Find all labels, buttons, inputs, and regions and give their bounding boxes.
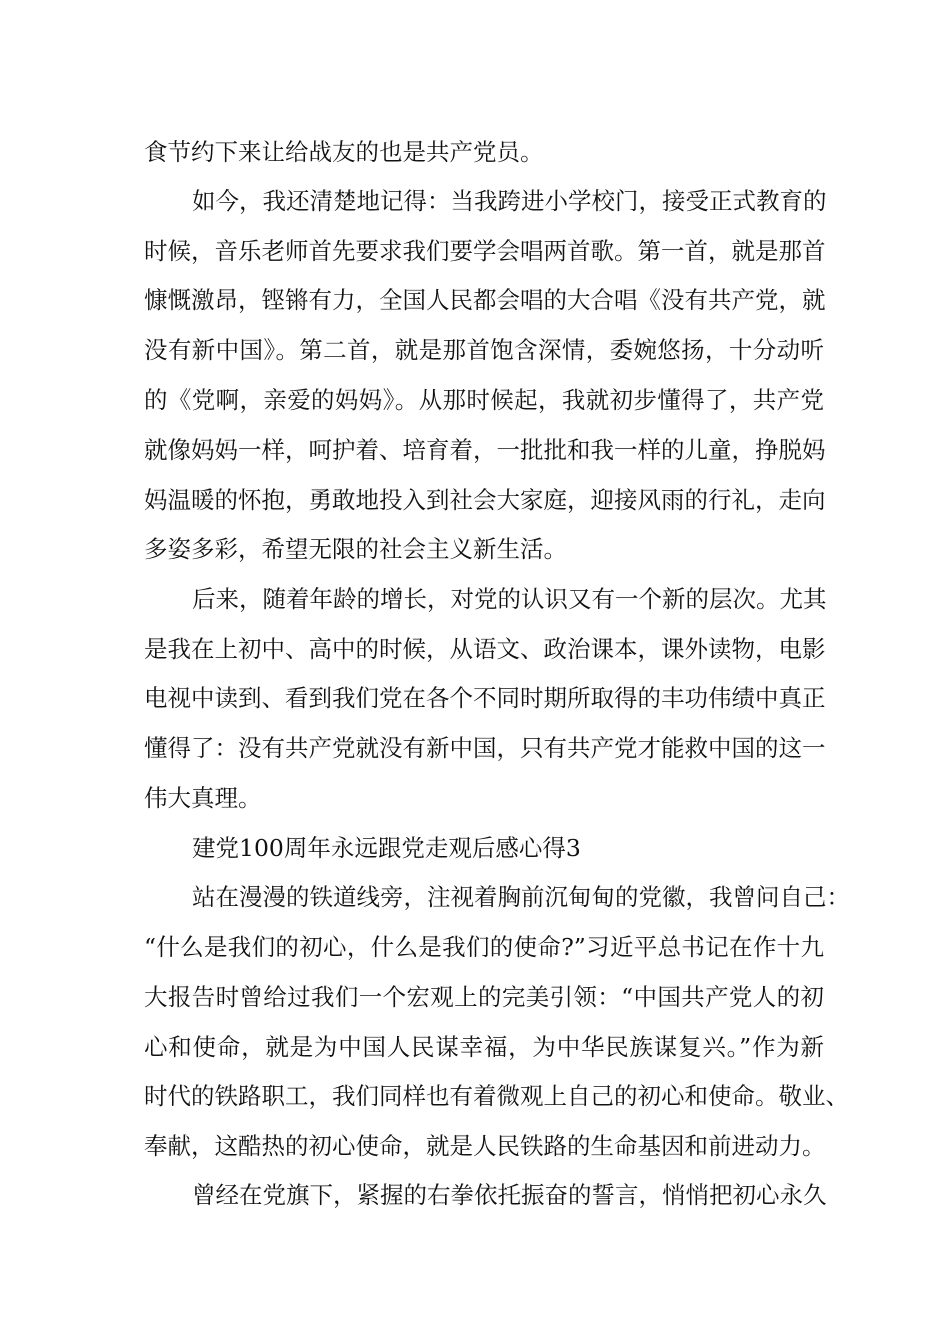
- text-line-18: 大报告时曾给过我们一个宏观上的完美引领：“中国共产党人的初: [144, 983, 824, 1011]
- text-line-12: 电视中读到、看到我们党在各个不同时期所取得的丰功伟绩中真正: [144, 684, 826, 712]
- text-line-10: 后来，随着年龄的增长，对党的认识又有一个新的层次。尤其: [192, 585, 827, 613]
- text-line-20: 时代的铁路职工，我们同样也有着微观上自己的初心和使命。敬业、: [144, 1082, 849, 1110]
- text-line-17: “什么是我们的初心，什么是我们的使命?”习近平总书记在作十九: [144, 933, 824, 961]
- text-line-8: 妈温暖的怀抱，勇敢地投入到社会大家庭，迎接风雨的行礼，走向: [144, 486, 826, 514]
- text-line-19: 心和使命，就是为中国人民谋幸福，为中华民族谋复兴。”作为新: [144, 1033, 824, 1061]
- text-line-16: 站在漫漫的铁道线旁，注视着胸前沉甸甸的党徽，我曾问自己：: [192, 883, 850, 911]
- text-line-7: 就像妈妈一样，呵护着、培育着，一批批和我一样的儿童，挣脱妈: [144, 436, 826, 464]
- text-line-6: 的《党啊，亲爱的妈妈》。从那时候起，我就初步懂得了，共产党: [144, 386, 824, 414]
- text-line-22: 曾经在党旗下，紧握的右拳依托振奋的誓言，悄悄把初心永久: [192, 1181, 827, 1209]
- text-line-1: 食节约下来让给战友的也是共产党员。: [144, 138, 544, 166]
- text-line-9: 多姿多彩，希望无限的社会主义新生活。: [144, 535, 567, 563]
- text-line-4: 慷慨激昂，铿锵有力，全国人民都会唱的大合唱《没有共产党，就: [144, 286, 826, 314]
- text-line-13: 懂得了：没有共产党就没有新中国，只有共产党才能救中国的这一: [144, 734, 826, 762]
- text-line-3: 时候，音乐老师首先要求我们要学会唱两首歌。第一首，就是那首: [144, 237, 826, 265]
- text-line-5: 没有新中国》。第二首，就是那首饱含深情，委婉悠扬，十分动听: [144, 336, 824, 364]
- text-line-11: 是我在上初中、高中的时候，从语文、政治课本，课外读物，电影: [144, 635, 826, 663]
- text-line-14: 伟大真理。: [144, 784, 262, 812]
- text-line-21: 奉献，这酷热的初心使命，就是人民铁路的生命基因和前进动力。: [144, 1132, 826, 1160]
- text-line-2: 如今，我还清楚地记得：当我跨进小学校门，接受正式教育的: [192, 187, 827, 215]
- section-heading: 建党100周年永远跟党走观后感心得3: [192, 834, 581, 862]
